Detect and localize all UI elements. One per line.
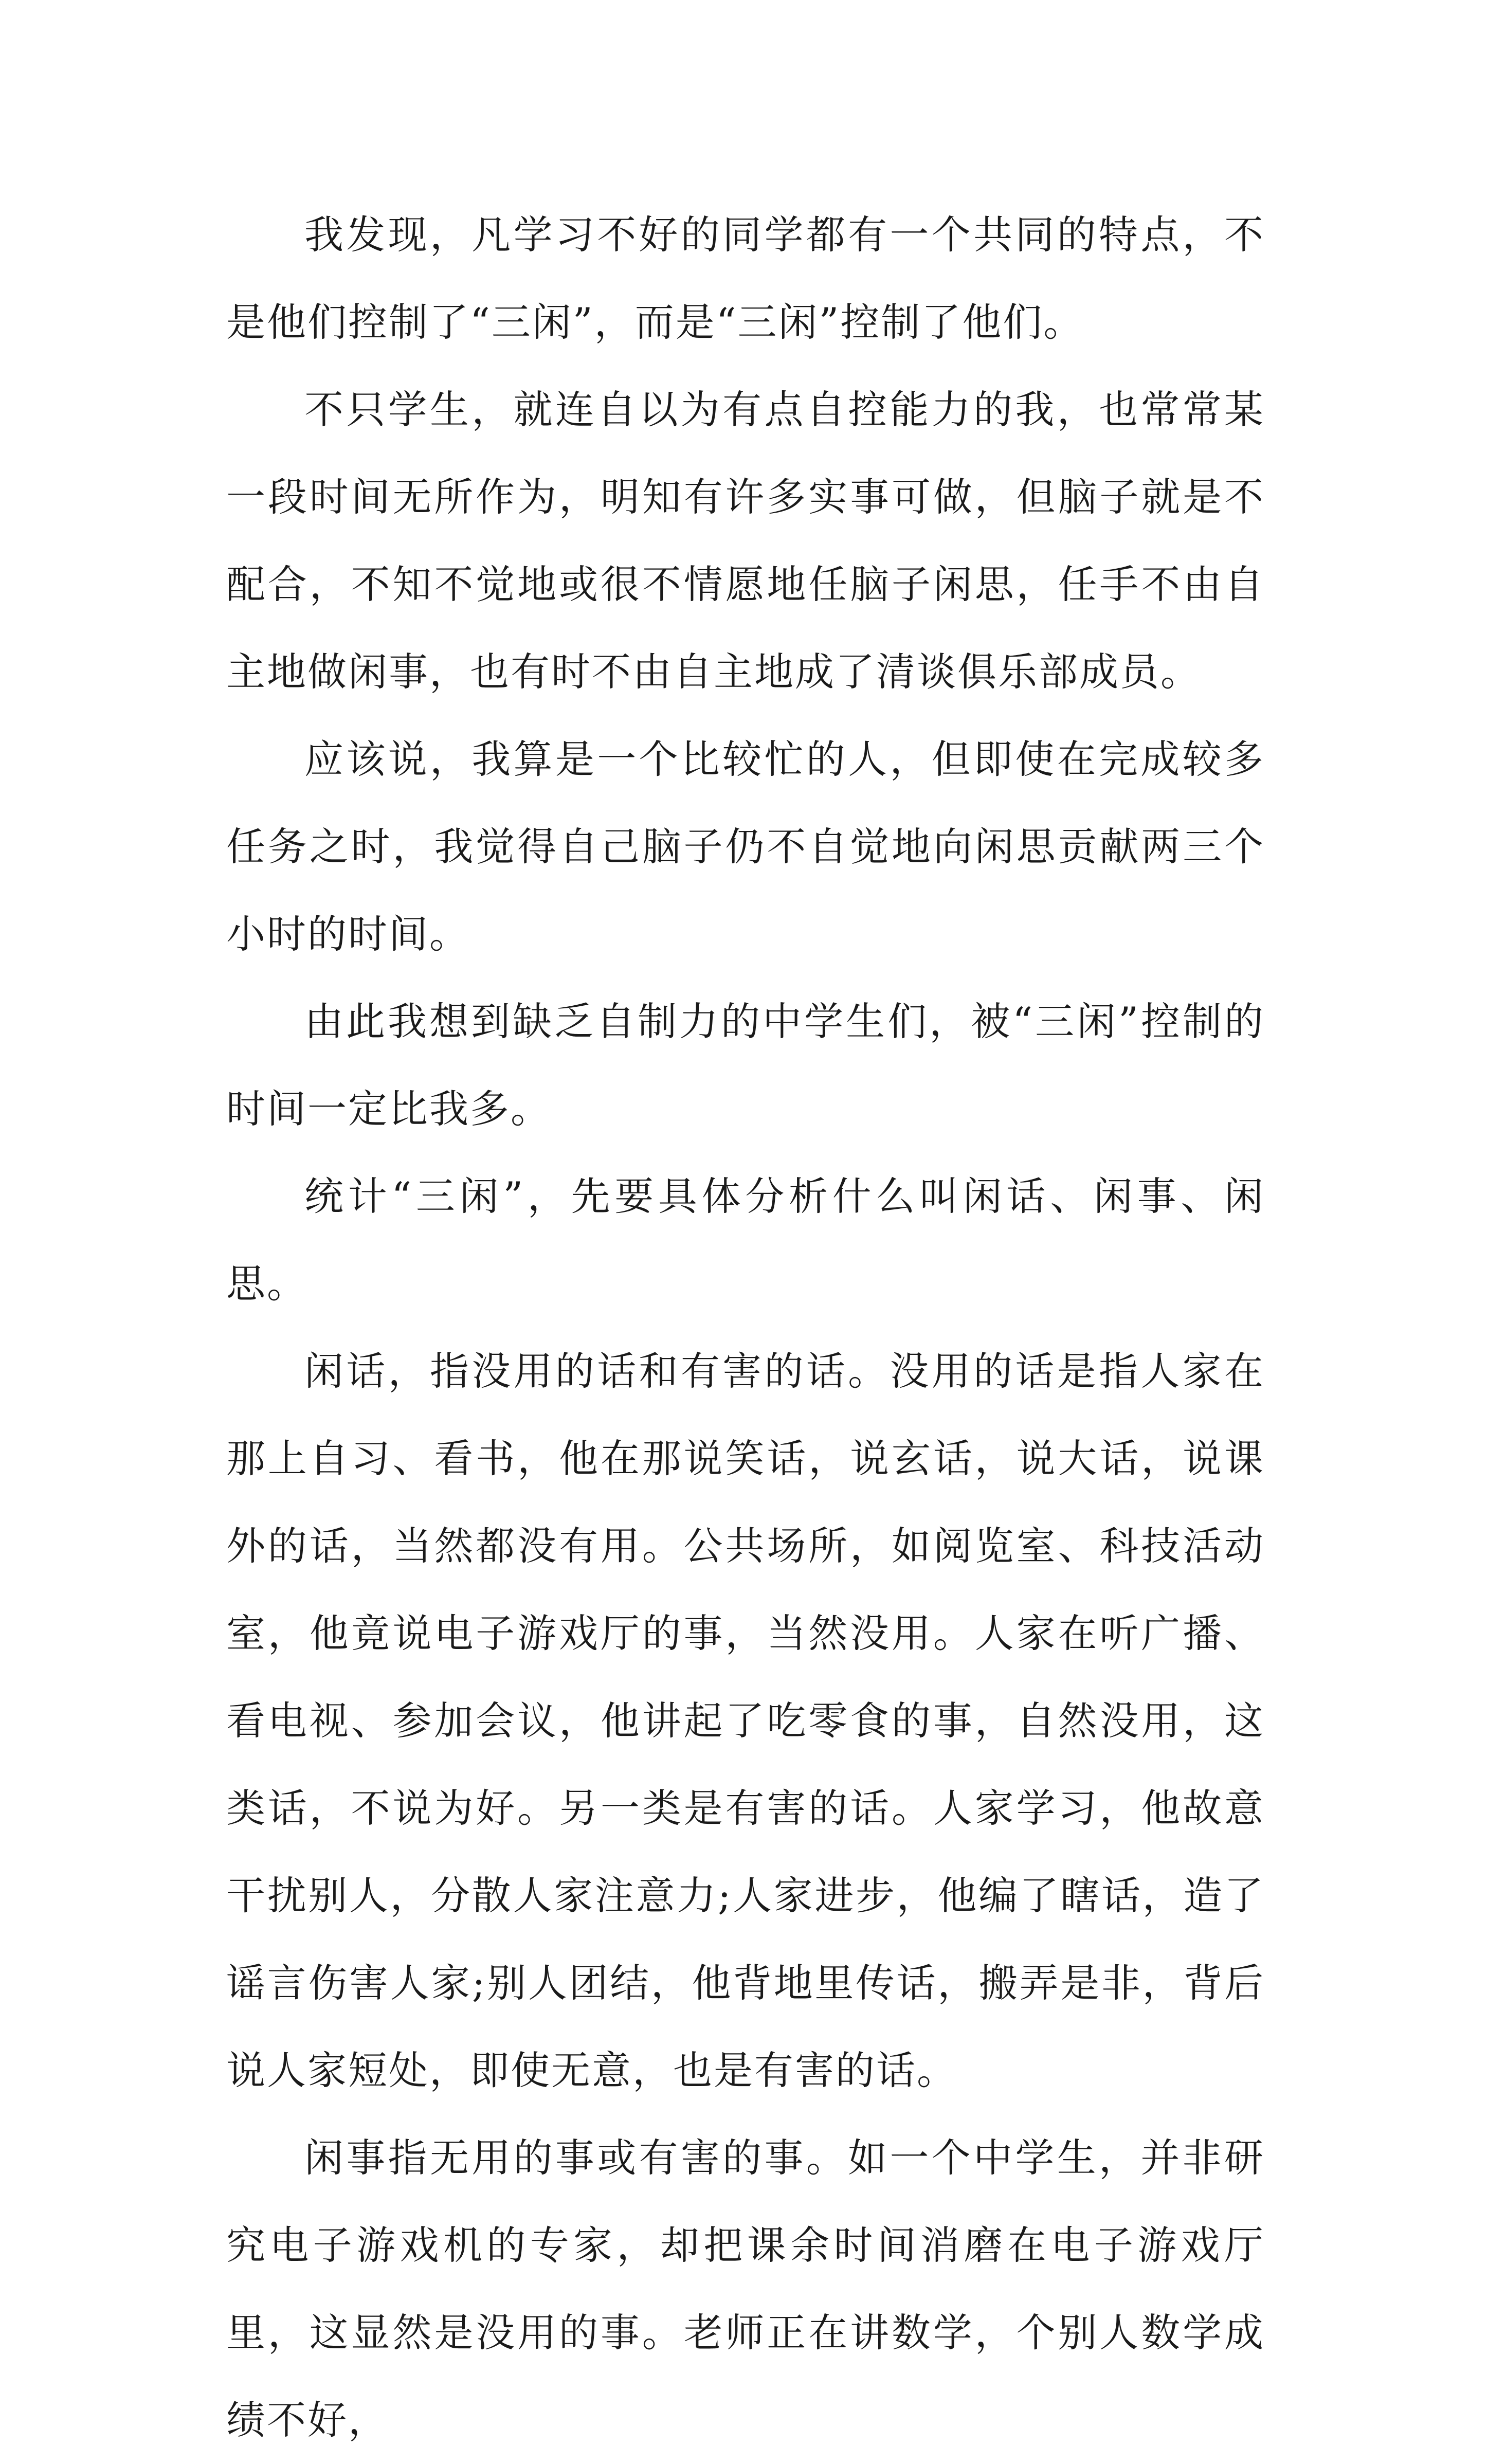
paragraph: 闲事指无用的事或有害的事。如一个中学生，并非研究电子游戏机的专家，却把课余时间消磨在电子游戏厅里，这显然是没用的事。老师正在讲数学，个别人数学成绩不好， [226,2135,1265,2443]
paragraph: 应该说，我算是一个比较忙的人，但即使在完成较多任务之时，我觉得自己脑子仍不自觉地向闲思贡献两三个小时的时间。 [226,736,1265,957]
paragraph: 闲话，指没用的话和有害的话。没用的话是指人家在那上自习、看书，他在那说笑话，说玄话，说大话，说课外的话，当然都没有用。公共场所，如阅览室、科技活动室，他竟说电子游戏厅的事，当然没用。人家在听广播、看电视、参加会议，他讲起了吃零食的事，自然没用，这类话，不说为好。另一类是有害的话。人家学习，他故意干扰别人，分散人家注意力;人家进步，他编了瞎话，造了谣言伤害人家;别人团结，他背地里传话，搬弄是非，背后说人家短处，即使无意，也是有害的话。 [226,1348,1265,2093]
paragraph: 由此我想到缺乏自制力的中学生们，被“三闲”控制的时间一定比我多。 [226,999,1265,1132]
paragraph: 我发现，凡学习不好的同学都有一个共同的特点，不是他们控制了“三闲”，而是“三闲”控制了他们。 [226,212,1265,345]
body-text [226,191,1265,2464]
paragraph: 统计“三闲”，先要具体分析什么叫闲话、闲事、闲思。 [226,1173,1265,1307]
paragraph: 不只学生，就连自以为有点自控能力的我，也常常某一段时间无所作为，明知有许多实事可做，但脑子就是不配合，不知不觉地或很不情愿地任脑子闲思，任手不由自主地做闲事，也有时不由自主地成了清谈俱乐部成员。 [226,387,1265,695]
